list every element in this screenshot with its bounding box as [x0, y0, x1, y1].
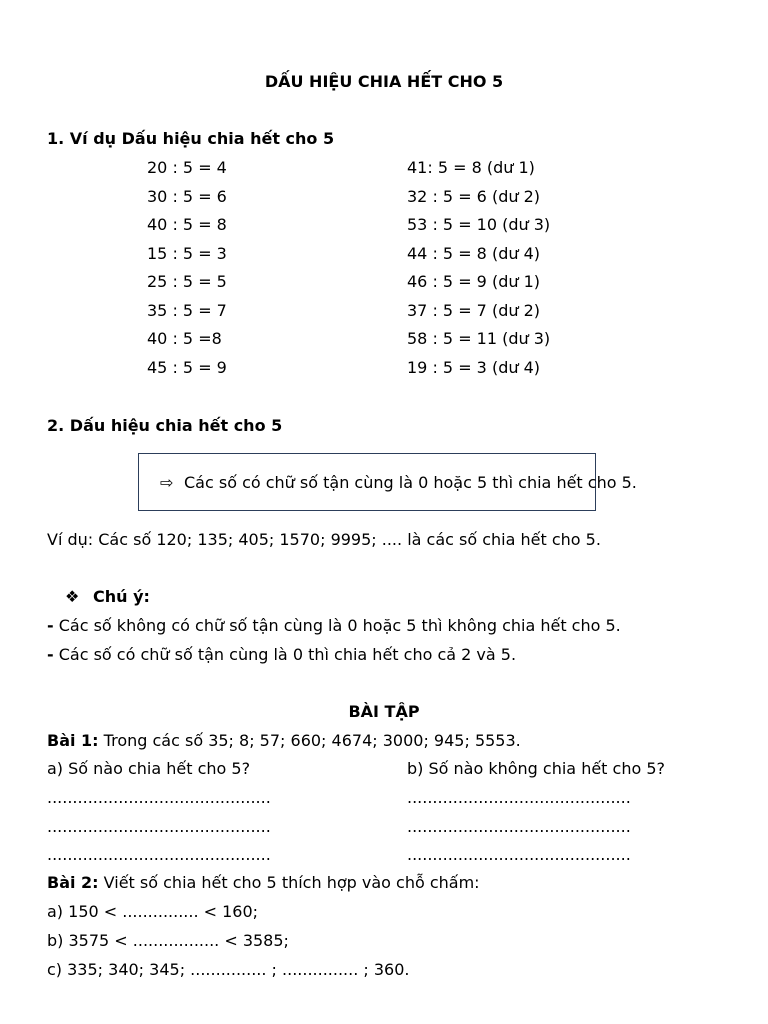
bai1-line: [47, 731, 521, 751]
diamond-bullet-icon: ❖: [65, 587, 80, 606]
answer-dots: ............................................: [47, 788, 271, 807]
bai1-question-b: b) Số nào không chia hết cho 5?: [407, 759, 666, 778]
example-right-line: 41: 5 = 8 (dư 1): [407, 158, 535, 177]
example-right-line: 58 : 5 = 11 (dư 3): [407, 329, 551, 348]
example-left-line: 15 : 5 = 3: [147, 244, 227, 263]
rule-example: Ví dụ: Các số 120; 135; 405; 1570; 9995; .... là các số chia hết cho 5.: [47, 530, 601, 549]
bai1-text: Trong các số 35; 8; 57; 660; 4674; 3000; 945; 5553.: [103, 731, 521, 750]
note-item-text: Các số không có chữ số tận cùng là 0 hoặc 5 thì không chia hết cho 5.: [58, 616, 621, 635]
example-left-line: 35 : 5 = 7: [147, 301, 227, 320]
section2-heading: 2. Dấu hiệu chia hết cho 5: [47, 416, 283, 435]
example-right-line: 19 : 5 = 3 (dư 4): [407, 358, 540, 377]
answer-dots: ............................................: [47, 817, 271, 836]
note-item: [47, 645, 516, 665]
exercises-heading: BÀI TẬP: [348, 702, 420, 721]
rule-text: Các số có chữ số tận cùng là 0 hoặc 5 thì chia hết cho 5.: [184, 473, 637, 492]
answer-dots: ............................................: [407, 817, 631, 836]
bai1-question-a: a) Số nào chia hết cho 5?: [47, 759, 251, 778]
answer-dots: ............................................: [407, 845, 631, 864]
example-right-line: 53 : 5 = 10 (dư 3): [407, 215, 551, 234]
bai2-item: b) 3575 < ................. < 3585;: [47, 931, 289, 950]
note-dash: -: [47, 616, 54, 635]
bai2-line: [47, 873, 480, 893]
answer-dots: ............................................: [47, 845, 271, 864]
note-dash: -: [47, 645, 54, 664]
example-right-line: 32 : 5 = 6 (dư 2): [407, 187, 540, 206]
example-right-line: 44 : 5 = 8 (dư 4): [407, 244, 540, 263]
answer-dots: ............................................: [407, 788, 631, 807]
example-left-line: 25 : 5 = 5: [147, 272, 227, 291]
arrow-icon: ⇨: [160, 473, 174, 492]
page-title: DẤU HIỆU CHIA HẾT CHO 5: [264, 72, 504, 91]
note-item: [47, 616, 621, 636]
example-left-line: 45 : 5 = 9: [147, 358, 227, 377]
note-heading: Chú ý:: [93, 587, 150, 606]
note-item-text: Các số có chữ số tận cùng là 0 thì chia hết cho cả 2 và 5.: [58, 645, 517, 664]
example-left-line: 40 : 5 =8: [147, 329, 222, 348]
example-left-line: 40 : 5 = 8: [147, 215, 227, 234]
example-left-line: 30 : 5 = 6: [147, 187, 227, 206]
bai2-label: Bài 2:: [47, 873, 99, 892]
example-right-line: 37 : 5 = 7 (dư 2): [407, 301, 540, 320]
example-left-line: 20 : 5 = 4: [147, 158, 227, 177]
section1-heading: 1. Ví dụ Dấu hiệu chia hết cho 5: [47, 129, 335, 148]
bai2-text: Viết số chia hết cho 5 thích hợp vào chỗ chấm:: [103, 873, 480, 892]
bai1-label: Bài 1:: [47, 731, 99, 750]
bai2-item: a) 150 < ............... < 160;: [47, 902, 259, 921]
example-right-line: 46 : 5 = 9 (dư 1): [407, 272, 540, 291]
bai2-item: c) 335; 340; 345; ............... ; ............... ; 360.: [47, 960, 410, 979]
